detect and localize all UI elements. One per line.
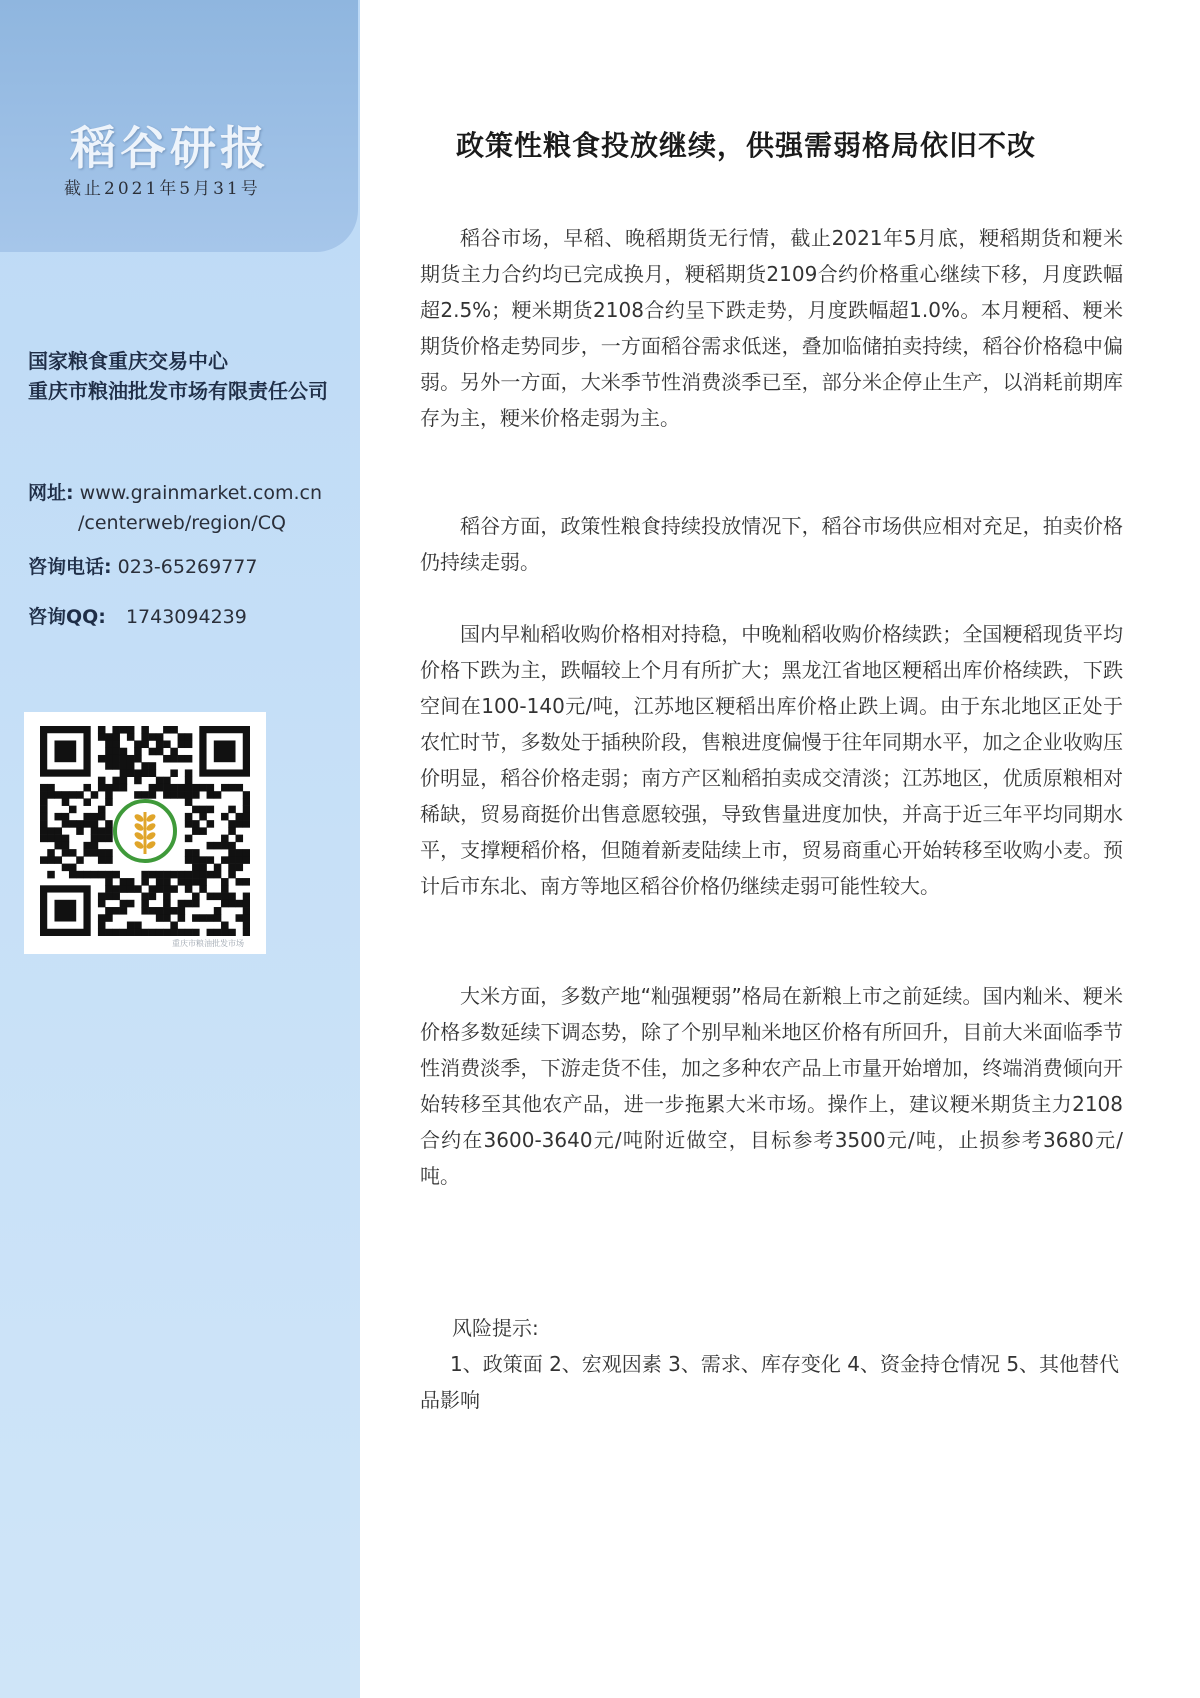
- qr-caption: 重庆市粮油批发市场: [172, 939, 244, 948]
- qr-code-image: [40, 726, 250, 936]
- org-name-2: 重庆市粮油批发市场有限责任公司: [28, 379, 328, 403]
- report-date: 截止2021年5月31号: [64, 179, 261, 199]
- article-title: 政策性粮食投放继续，供强需弱格局依旧不改: [456, 129, 1037, 162]
- website-link-path[interactable]: /centerweb/region/CQ: [78, 512, 286, 534]
- phone-number: 023-65269777: [117, 556, 258, 578]
- paragraph-2: 稻谷方面，政策性粮食持续投放情况下，稻谷市场供应相对充足，拍卖价格仍持续走弱。: [420, 514, 1123, 574]
- paragraph-1: 稻谷市场，早稻、晚稻期货无行情，截止2021年5月底，粳稻期货和粳米期货主力合约均已完成换月，粳稻期货2109合约价格重心继续下移，月度跌幅超2.5%；粳米期货2108合约呈下跌走势，月度跌幅超1.0%。本月粳稻、粳米期货价格走势同步，一方面稻谷需求低迷，叠加临储拍卖持续，稻谷价格稳中偏弱。另外一方面，大米季节性消费淡季已至，部分米企停止生产，以消耗前期库存为主，粳米价格走弱为主。: [420, 226, 1123, 430]
- qr-code: [24, 712, 266, 954]
- qq: [28, 602, 247, 629]
- website: [28, 478, 322, 505]
- website-label: 网址:: [28, 482, 74, 504]
- qq-label: 咨询QQ:: [28, 606, 106, 628]
- risk-items: 1、政策面 2、宏观因素 3、需求、库存变化 4、资金持仓情况 5、其他替代品影响: [420, 1352, 1120, 1412]
- paragraph-3: 国内早籼稻收购价格相对持稳，中晚籼稻收购价格续跌；全国粳稻现货平均价格下跌为主，跌幅较上个月有所扩大；黑龙江省地区粳稻出库价格续跌，下跌空间在100-140元/吨，江苏地区粳稻出库价格止跌上调。由于东北地区正处于农忙时节，多数处于插秧阶段，售粮进度偏慢于往年同期水平，加之企业收购压价明显，稻谷价格走弱；南方产区籼稻拍卖成交清淡；江苏地区，优质原粮相对稀缺，贸易商挺价出售意愿较强，导致售量进度加快，并高于近三年平均同期水平，支撑粳稻价格，但随着新麦陆续上市，贸易商重心开始转移至收购小麦。预计后市东北、南方等地区稻谷价格仍继续走弱可能性较大。: [420, 622, 1123, 898]
- report-title: 稻谷研报: [70, 121, 270, 175]
- sidebar: [0, 0, 360, 1698]
- grain-logo-icon: [115, 801, 175, 861]
- risk-title: 风险提示:: [452, 1316, 539, 1340]
- title-panel: [0, 0, 358, 252]
- phone: [28, 552, 257, 579]
- organization-names: [28, 346, 328, 406]
- org-name-1: 国家粮食重庆交易中心: [28, 349, 228, 373]
- phone-label: 咨询电话:: [28, 556, 112, 578]
- qq-number: 1743094239: [125, 606, 247, 628]
- website-path: [78, 512, 286, 534]
- paragraph-4: 大米方面，多数产地“籼强粳弱”格局在新粮上市之前延续。国内籼米、粳米价格多数延续下调态势，除了个别早籼米地区价格有所回升，目前大米面临季节性消费淡季，下游走货不佳，加之多种农产品上市量开始增加，终端消费倾向开始转移至其他农产品，进一步拖累大米市场。操作上，建议粳米期货主力2108合约在3600-3640元/吨附近做空，目标参考3500元/吨，止损参考3680元/吨。: [420, 984, 1123, 1188]
- website-link[interactable]: www.grainmarket.com.cn: [79, 482, 322, 504]
